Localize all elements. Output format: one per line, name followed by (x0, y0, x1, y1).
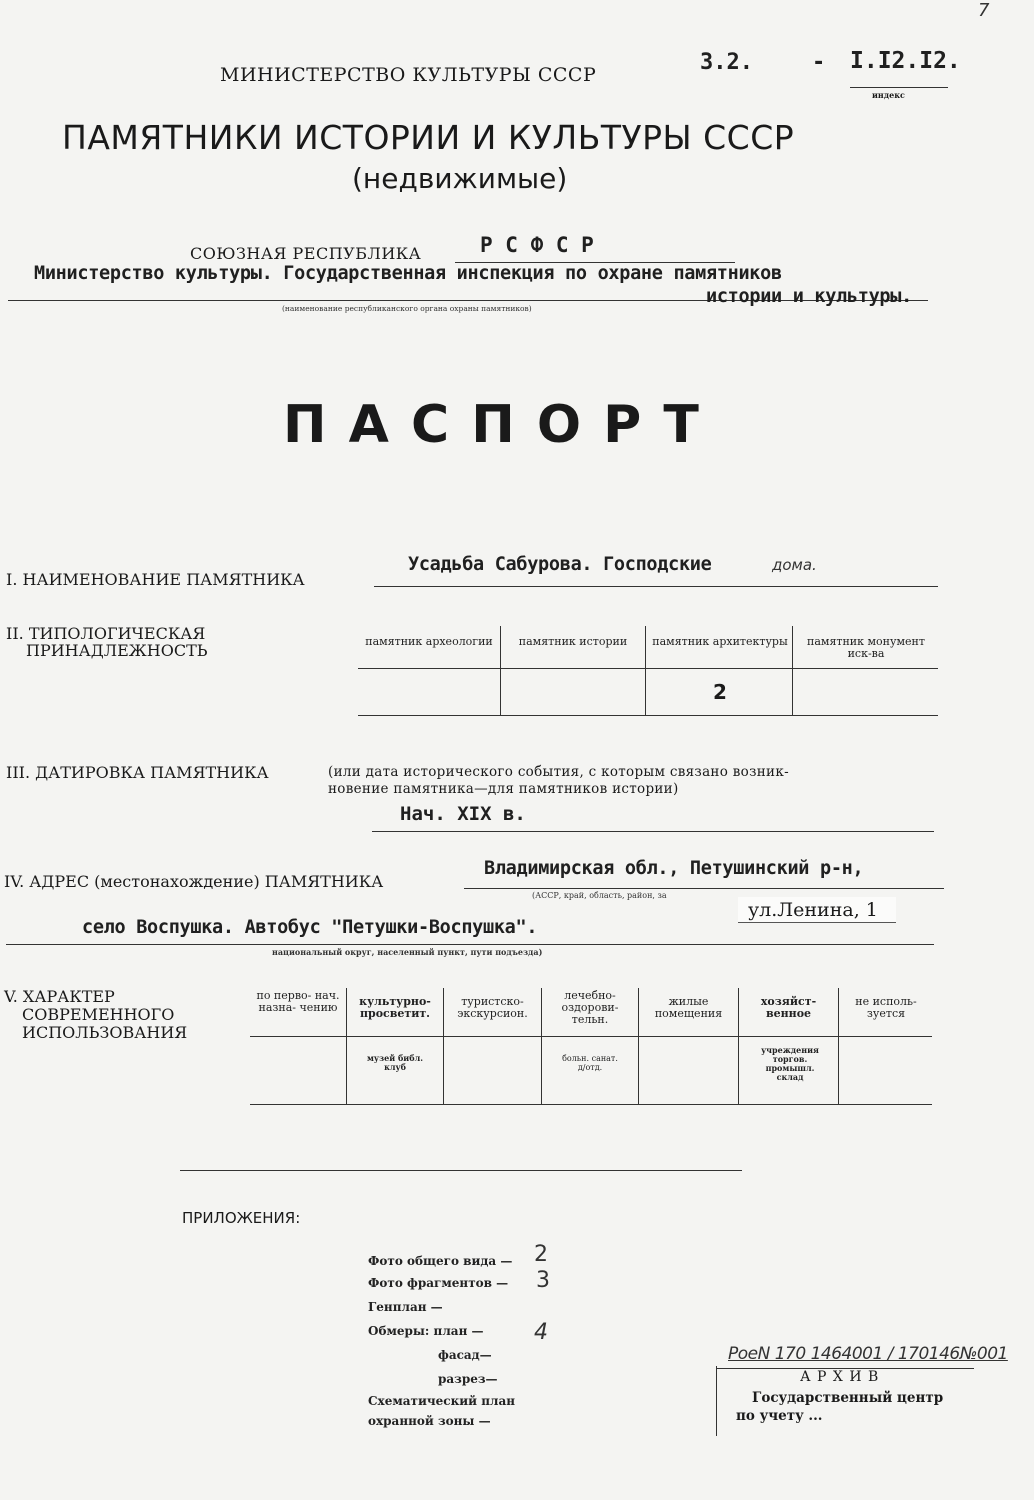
typology-divider-2 (645, 626, 646, 716)
usage-divider-2 (443, 988, 444, 1104)
address-line1: Владимирская обл., Петушинский р-н, (484, 858, 864, 879)
typology-value-architecture: 2 (713, 680, 727, 704)
usage-header-original: по перво- нач. назна- чению (256, 989, 340, 1014)
appendix-value-measure-plan: 4 (534, 1320, 548, 1345)
appendix-item-general-photo: Фото общего вида — (368, 1254, 513, 1268)
usage-bottom-line (250, 1104, 932, 1105)
organ-line2: истории и культуры. (706, 286, 912, 307)
republic-label: СОЮЗНАЯ РЕСПУБЛИКА (190, 244, 422, 263)
appendix-label: ПРИЛОЖЕНИЯ: (182, 1209, 301, 1227)
appendix-item-facade: фасад— (438, 1348, 492, 1362)
ministry-header: МИНИСТЕРСТВО КУЛЬТУРЫ СССР (220, 64, 597, 86)
usage-divider-5 (738, 988, 739, 1104)
address-caption2: национальный округ, населенный пункт, пути подъезда) (272, 947, 543, 957)
appendix-item-fragment-photo: Фото фрагментов — (368, 1276, 509, 1290)
section3-note-line1: (или дата исторического события, с которым связано возник- (328, 764, 789, 780)
usage-sub-health: больн. санат. д/отд. (562, 1054, 618, 1072)
typology-header-art: памятник монумент иск-ва (807, 635, 925, 660)
archive-title: А Р Х И В (800, 1369, 880, 1385)
typology-header-architecture: памятник архитектуры (652, 635, 788, 648)
section3-note-line2: новение памятника—для памятников истории) (328, 781, 679, 797)
typology-header-archaeology: памятник археологии (365, 635, 493, 648)
code-left: 3.2. (700, 50, 753, 75)
pasted-street-label: ул.Ленина, 1 (738, 897, 896, 923)
section3-label: III. ДАТИРОВКА ПАМЯТНИКА (6, 763, 269, 782)
archive-line2: по учету ... (736, 1408, 823, 1424)
index-label: индекс (872, 90, 905, 100)
organ-caption: (наименование республиканского органа охраны памятников) (282, 304, 532, 313)
section4-label: IV. АДРЕС (местонахождение) ПАМЯТНИКА (4, 872, 384, 891)
monument-name-handwritten: дома. (772, 556, 817, 574)
organ-line1: Министерство культуры. Государственная инспекция по охране памятников (34, 263, 782, 284)
appendix-divider (180, 1170, 742, 1171)
republic-value: Р С Ф С Р (480, 233, 594, 257)
section5-label-line1: V. ХАРАКТЕР (4, 987, 115, 1006)
appendix-item-measure-plan: Обмеры: план — (368, 1324, 484, 1338)
appendix-item-protection-zone: охранной зоны — (368, 1414, 491, 1428)
archive-line1: Государственный центр (752, 1390, 944, 1406)
archive-stamp-left-border (716, 1366, 717, 1436)
typology-divider-1 (500, 626, 501, 716)
appendix-value-fragment-photo: 3 (536, 1268, 550, 1293)
usage-divider-1 (346, 988, 347, 1104)
corner-mark: 7 (978, 0, 990, 21)
section2-label (6, 625, 208, 659)
monument-name: Усадьба Сабурова. Господские (408, 554, 712, 575)
section5-label-line3: ИСПОЛЬЗОВАНИЯ (22, 1023, 188, 1042)
section1-underline (374, 586, 938, 587)
usage-header-housing: жилые помещения (654, 995, 723, 1020)
usage-divider-3 (541, 988, 542, 1104)
appendix-value-general-photo: 2 (534, 1242, 548, 1267)
usage-sub-economic: учреждения торгов. промышл. склад (761, 1045, 819, 1082)
passport-heading: П А С П О Р Т (283, 395, 701, 455)
section2-label-line1: II. ТИПОЛОГИЧЕСКАЯ (6, 624, 206, 643)
section4-underline2 (6, 944, 934, 945)
usage-header-line (250, 1036, 932, 1037)
address-line2: село Воспушка. Автобус "Петушки-Воспушка". (82, 917, 538, 938)
section5-label-line2: СОВРЕМЕННОГО (22, 1005, 175, 1024)
appendix-item-schematic-plan: Схематический план (368, 1394, 516, 1408)
code-right: I.I2.I2. (850, 48, 961, 74)
dating-value: Нач. XIX в. (400, 803, 526, 825)
document-title: ПАМЯТНИКИ ИСТОРИИ И КУЛЬТУРЫ СССР (62, 118, 795, 157)
usage-divider-6 (838, 988, 839, 1104)
section3-underline (372, 831, 934, 832)
archive-handwritten-number: РоеN 170 1464001 / 170146№001 (728, 1344, 1008, 1364)
usage-sub-cultural: музей библ. клуб (366, 1053, 423, 1072)
index-underline (850, 87, 948, 88)
section1-label: I. НАИМЕНОВАНИЕ ПАМЯТНИКА (6, 570, 305, 589)
section2-label-line2: ПРИНАДЛЕЖНОСТЬ (26, 641, 208, 660)
section5-label (4, 988, 187, 1042)
usage-header-health: лечебно- оздорови- тельн. (561, 989, 619, 1026)
typology-header-line (358, 668, 938, 669)
typology-bottom-line (358, 715, 938, 716)
appendix-item-site-plan: Генплан — (368, 1300, 443, 1314)
code-dash: - (812, 50, 826, 75)
appendix-item-section: разрез— (438, 1372, 498, 1386)
section4-underline1 (464, 888, 944, 889)
typology-divider-3 (792, 626, 793, 716)
usage-divider-4 (638, 988, 639, 1104)
usage-header-tourist: туристско- экскурсион. (457, 995, 528, 1020)
usage-header-unused: не исполь- зуется (855, 995, 917, 1020)
usage-header-cultural: культурно- просветит. (359, 995, 431, 1020)
address-caption1: (АССР, край, область, район, за (532, 891, 667, 900)
typology-header-history: памятник истории (518, 635, 628, 648)
usage-header-economic: хозяйст- венное (760, 995, 817, 1020)
document-subtitle: (недвижимые) (352, 162, 568, 195)
